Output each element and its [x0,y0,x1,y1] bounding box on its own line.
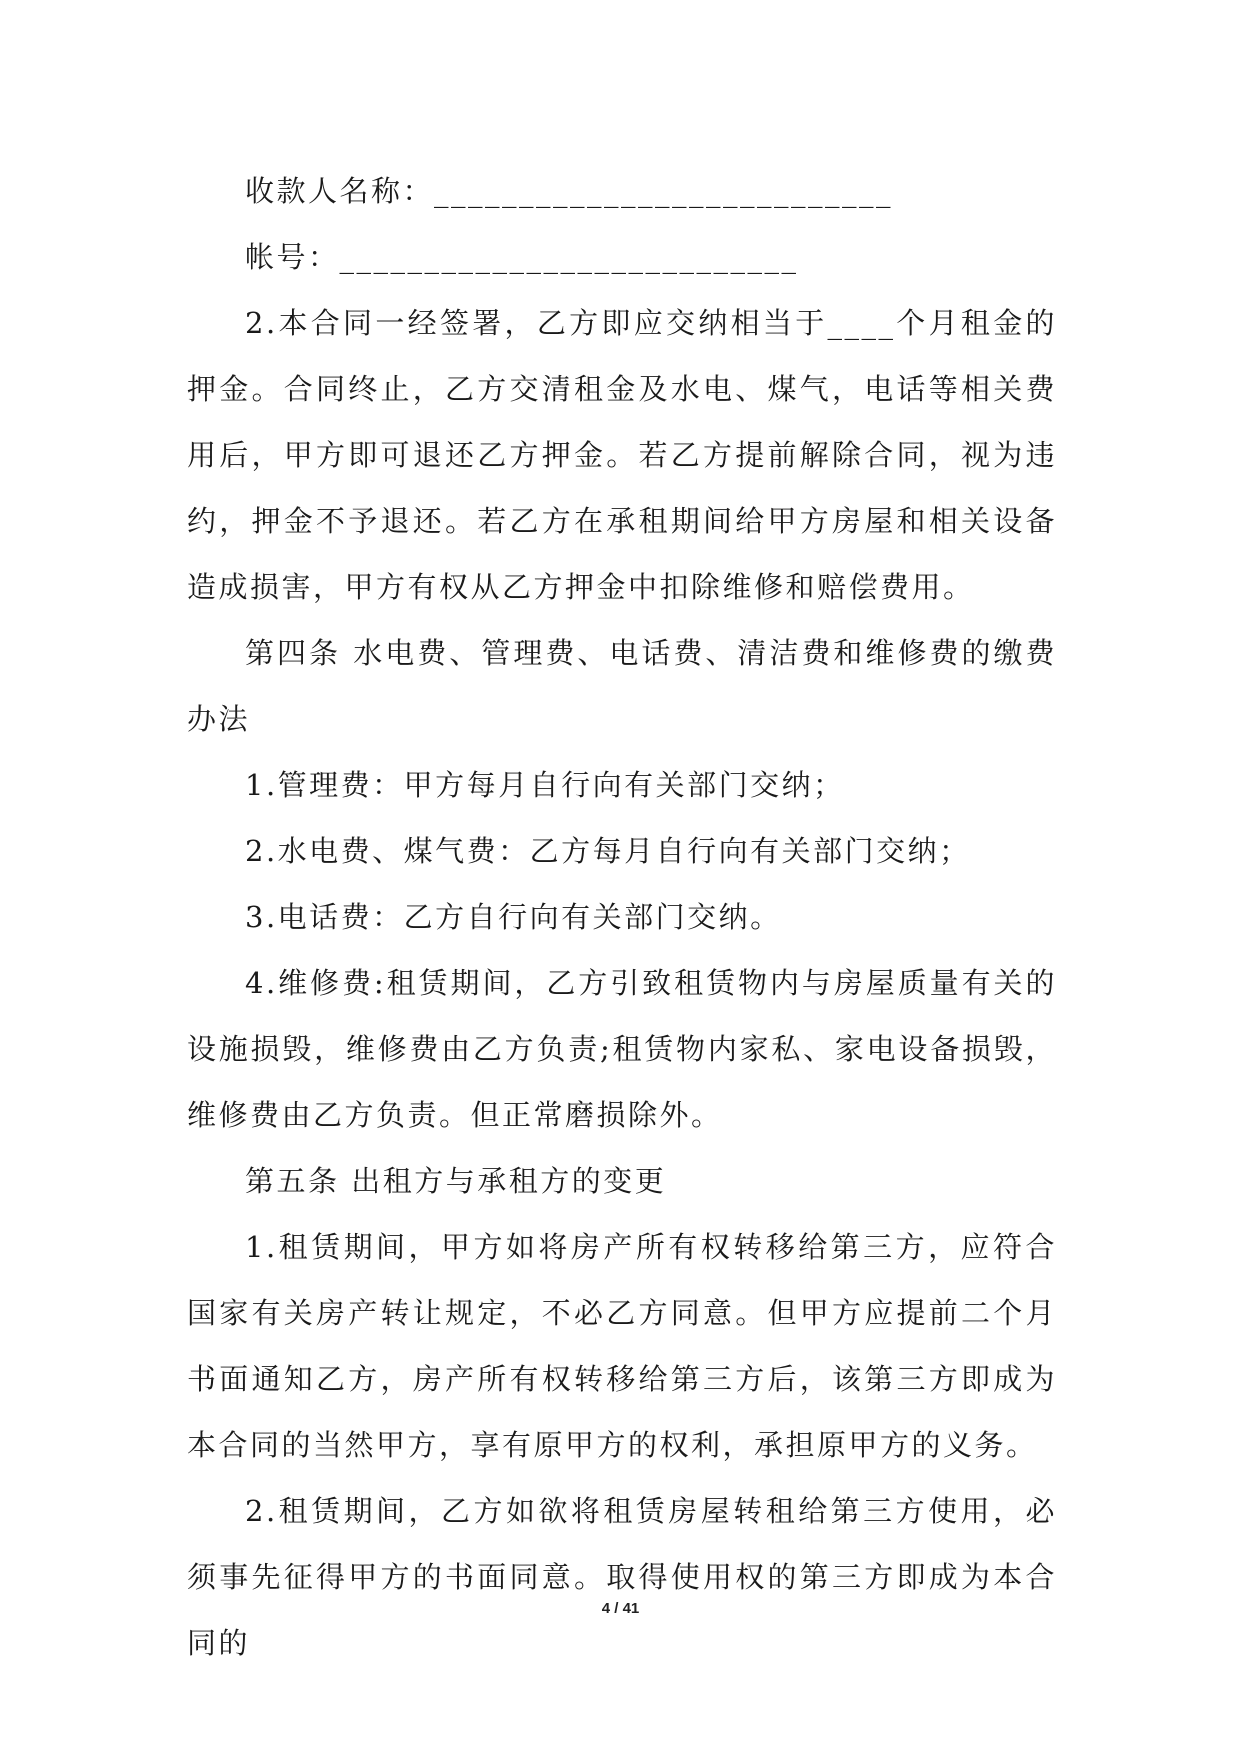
utilities-fee-item: 2.水电费、煤气费：乙方每月自行向有关部门交纳； [245,834,971,868]
sublease-clause: 2.租赁期间，乙方如欲将租赁房屋转租给第三方使用，必须事先征得甲方的书面同意。取得使用权的第三方即成为本合同的 [187,1494,1057,1660]
payee-name-line: 收款人名称：___________________________ [245,174,894,208]
page-number: 4 / 41 [601,1600,640,1617]
ownership-transfer-clause: 1.租赁期间，甲方如将房产所有权转移给第三方，应符合国家有关房产转让规定，不必乙方同意。但甲方应提前二个月书面通知乙方，房产所有权转移给第三方后，该第三方即成为本合同的当然甲方，享有原甲方的权利，承担原甲方的义务。 [187,1230,1057,1462]
management-fee-item: 1.管理费：甲方每月自行向有关部门交纳； [245,768,845,802]
document-body [187,158,1057,1676]
article-four-heading: 第四条 水电费、管理费、电话费、清洁费和维修费的缴费办法 [187,636,1057,736]
telephone-fee-item: 3.电话费：乙方自行向有关部门交纳。 [245,900,782,934]
account-number-line: 帐号：___________________________ [245,240,799,274]
maintenance-fee-item: 4.维修费:租赁期间，乙方引致租赁物内与房屋质量有关的设施损毁，维修费由乙方负责;租赁物内家私、家电设备损毁，维修费由乙方负责。但正常磨损除外。 [187,966,1057,1132]
deposit-clause: 2.本合同一经签署，乙方即应交纳相当于____个月租金的押金。合同终止，乙方交清租金及水电、煤气，电话等相关费用后，甲方即可退还乙方押金。若乙方提前解除合同，视为违约，押金不予退还。若乙方在承租期间给甲方房屋和相关设备造成损害，甲方有权从乙方押金中扣除维修和赔偿费用。 [187,306,1057,604]
article-five-heading: 第五条 出租方与承租方的变更 [245,1164,667,1198]
